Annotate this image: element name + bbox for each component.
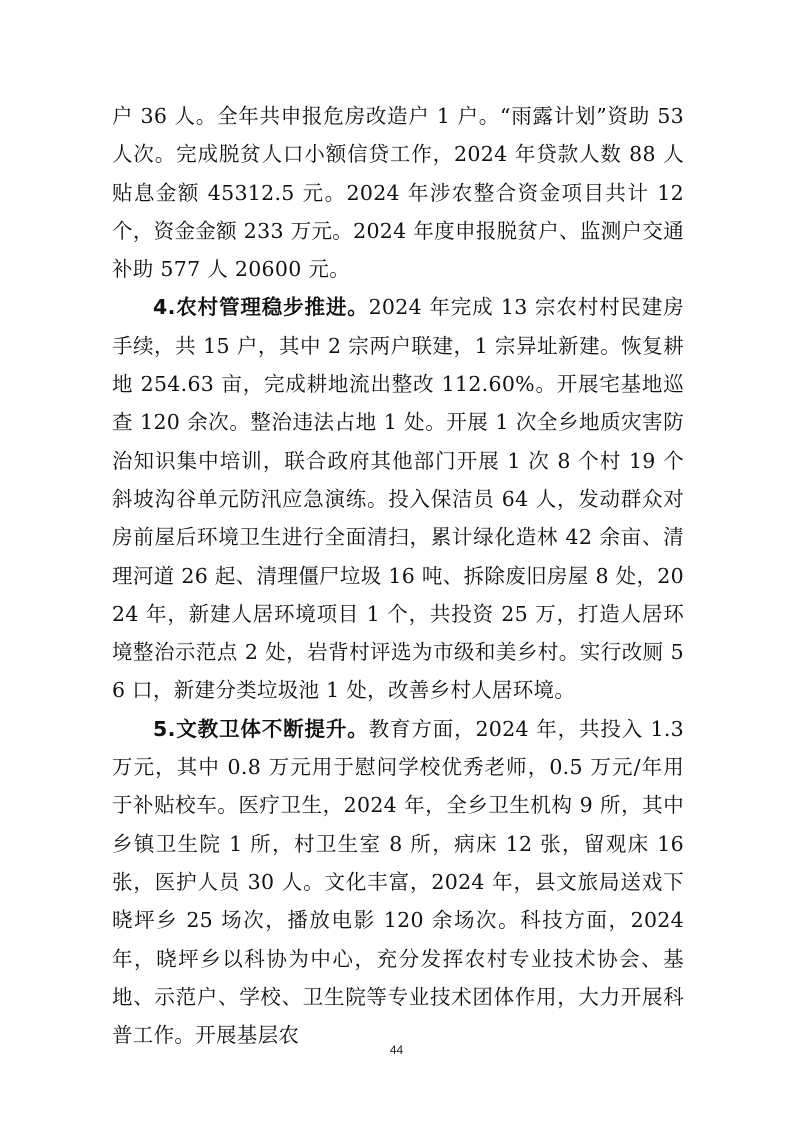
paragraph-text: 教育方面，2024 年，共投入 1.3 万元，其中 0.8 万元用于慰问学校优秀老师，0.5 万元/年用于补贴校车。医疗卫生，2024 年，全乡卫生机构 9 所，其中乡镇卫生院 1 所，村卫生室 8 所，病床 12 张，留观床 16 张，医护人员 30 人。文化丰富，2024 年，县文旅局送戏下晓坪乡 25 场次，播放电影 120 余场次。科技方面，2024 年，晓坪乡以科协为中心，充分发挥农村专业技术协会、基地、示范户、学校、卫生院等专业技术团体作用，大力开展科普工作。开展基层农 — [112, 716, 684, 1048]
paragraph-rural-management — [112, 288, 684, 709]
paragraph-text: 2024 年完成 13 宗农村村民建房手续，共 15 户，其中 2 宗两户联建，1 宗异址新建。恢复耕地 254.63 亩，完成耕地流出整改 112.60%。开展宅基地巡查 120 余次。整治违法占地 1 处。开展 1 次全乡地质灾害防治知识集中培训，联合政府其他部门开展 1 次 8 个村 19 个斜坡沟谷单元防汛应急演练。投入保洁员 64 人，发动群众对房前屋后环境卫生进行全面清扫，累计绿化造林 42 余亩、清理河道 26 起、清理僵尸垃圾 16 吨、拆除废旧房屋 8 处，2024 年，新建人居环境项目 1 个，共投资 25 万，打造人居环境整治示范点 2 处，岩背村评选为市级和美乡村。实行改厕 56 口，新建分类垃圾池 1 处，改善乡村人居环境。 — [112, 295, 684, 703]
body-text — [112, 97, 684, 1054]
paragraph-poverty-relief — [112, 97, 684, 288]
section-heading-culture-education-health: 5.文教卫体不断提升。 — [153, 716, 369, 741]
page-number: 44 — [389, 1043, 404, 1057]
paragraph-culture-education-health — [112, 710, 684, 1055]
paragraph-text: 户 36 人。全年共申报危房改造户 1 户。“雨露计划”资助 53 人次。完成脱贫人口小额信贷工作，2024 年贷款人数 88 人贴息金额 45312.5 元。2024 年涉农整合资金项目共计 12 个，资金金额 233 万元。2024 年度申报脱贫户、监测户交通补助 577 人 20600 元。 — [112, 104, 684, 282]
section-heading-rural-management: 4.农村管理稳步推进。 — [153, 295, 369, 320]
